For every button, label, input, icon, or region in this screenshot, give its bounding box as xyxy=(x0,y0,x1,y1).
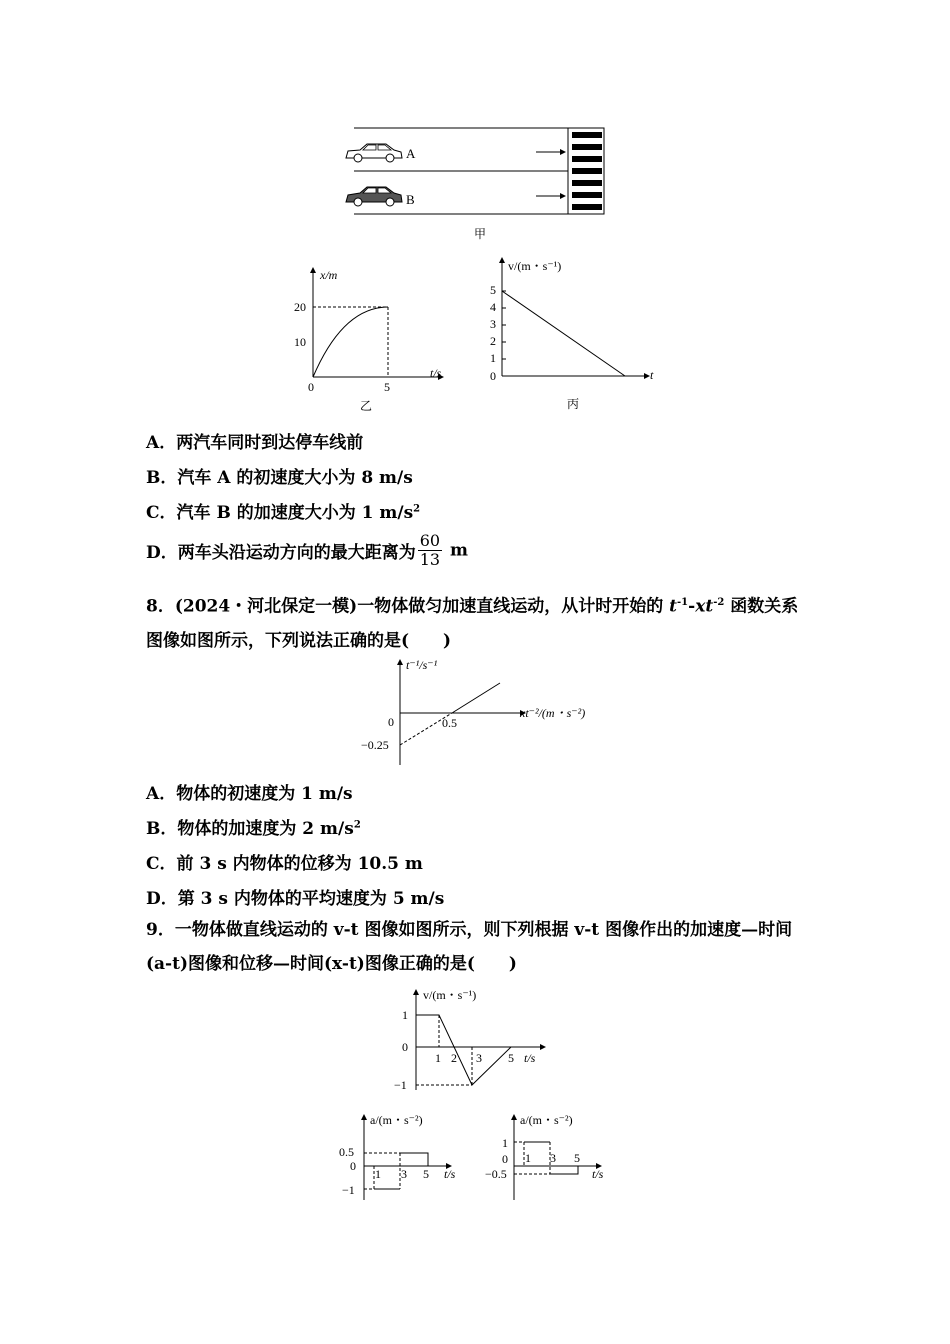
car-a-icon xyxy=(346,144,402,162)
y-tick: −0.25 xyxy=(361,738,389,752)
q9-at-graph-2 xyxy=(484,1110,624,1205)
a-t-steps xyxy=(550,1166,578,1174)
y-axis-label: x/m xyxy=(320,268,338,282)
figure-bing xyxy=(480,255,670,420)
x-tick: 1 xyxy=(375,1167,381,1181)
y-tick: 2 xyxy=(490,334,496,348)
y-axis-label: t⁻¹/s⁻¹ xyxy=(406,658,438,672)
q8-option-d: D．第 3 s 内物体的平均速度为 5 m/s xyxy=(146,889,445,909)
y-axis-label: a/(m・s⁻²) xyxy=(520,1113,573,1127)
y-axis-label: v/(m・s⁻¹) xyxy=(508,259,562,273)
q8-option-b: B．物体的加速度为 2 $m/s^2$ xyxy=(146,819,361,839)
y-axis-label: a/(m・s⁻²) xyxy=(370,1113,423,1127)
y-tick: 0 xyxy=(350,1159,356,1173)
figure-jia xyxy=(340,120,610,245)
car-b-label: B xyxy=(406,192,415,207)
x-tick: 0.5 xyxy=(442,716,457,730)
x-tick: 3 xyxy=(401,1167,407,1181)
y-tick: 5 xyxy=(490,283,496,297)
figure-yi-caption: 乙 xyxy=(360,399,373,413)
x-tick: 1 xyxy=(525,1151,531,1165)
y-tick: −0.5 xyxy=(485,1167,507,1181)
x-axis-label: t xyxy=(650,368,654,382)
q7-option-a: A．两汽车同时到达停车线前 xyxy=(146,433,364,453)
y-tick: 1 xyxy=(402,1008,408,1022)
y-tick: 1 xyxy=(490,351,496,365)
figure-jia-caption: 甲 xyxy=(474,227,487,241)
fraction: $\frac{60}{13}$ xyxy=(419,531,441,569)
y-tick: 0 xyxy=(402,1040,408,1054)
x-tick: 5 xyxy=(574,1151,580,1165)
origin-label: 0 xyxy=(388,715,394,729)
x-tick: 5 xyxy=(423,1167,429,1181)
q9-at-graph-1 xyxy=(338,1110,478,1205)
x-axis-label: t/s xyxy=(524,1051,536,1065)
q7-option-b: B．汽车 A 的初速度大小为 8 m/s xyxy=(146,468,413,488)
arrow-right-icon xyxy=(536,193,566,199)
y-tick: −1 xyxy=(342,1183,355,1197)
q8-stem: 8．(2024・河北保定一模)一物体做匀加速直线运动，从计时开始的 $t^{-1}-xt^{-2}$ 函数关系图像如图所示，下列说法正确的是( ) xyxy=(146,596,799,651)
x-tick: 3 xyxy=(550,1151,556,1165)
x-axis-label: t/s xyxy=(592,1167,604,1181)
graph-line xyxy=(452,683,500,713)
x-tick: 5 xyxy=(508,1051,514,1065)
q9-stem: 9．一物体做直线运动的 v-t 图像如图所示，则下列根据 v-t 图像作出的加速度—时间(a-t)图像和位移—时间(x-t)图像正确的是( ) xyxy=(146,920,793,974)
x-tick: 3 xyxy=(476,1051,482,1065)
y-tick: 3 xyxy=(490,317,496,331)
x-t-curve xyxy=(313,307,388,377)
origin-label: 0 xyxy=(308,380,314,394)
y-tick: 0 xyxy=(502,1152,508,1166)
x-tick: 1 xyxy=(435,1051,441,1065)
y-tick: 1 xyxy=(502,1136,508,1150)
y-tick: 0 xyxy=(490,369,496,383)
q7-option-c: C．汽车 B 的加速度大小为 1 $m/s^2$ xyxy=(146,503,421,523)
car-a-label: A xyxy=(406,146,416,161)
a-t-steps xyxy=(400,1153,428,1166)
y-tick: 4 xyxy=(490,300,496,314)
q8-option-c: C．前 3 s 内物体的位移为 10.5 m xyxy=(146,854,423,874)
x-axis-label: t/s xyxy=(444,1167,456,1181)
x-axis-label: t/s xyxy=(430,366,442,380)
y-tick: 20 xyxy=(294,300,306,314)
figure-bing-caption: 丙 xyxy=(567,397,580,411)
y-tick: −1 xyxy=(394,1078,407,1092)
y-axis-label: v/(m・s⁻¹) xyxy=(423,988,477,1002)
v-t-polyline xyxy=(416,1015,511,1085)
q8-graph xyxy=(360,655,600,767)
y-tick: 10 xyxy=(294,335,306,349)
v-t-line xyxy=(502,291,625,376)
q8-option-a: A．物体的初速度为 1 m/s xyxy=(146,784,353,804)
q7-option-d: D．两车头沿运动方向的最大距离为 $\frac{60}{13}$ m xyxy=(146,531,469,569)
car-b-icon xyxy=(346,187,402,206)
x-tick: 2 xyxy=(451,1051,457,1065)
arrow-right-icon xyxy=(536,149,566,155)
x-tick: 5 xyxy=(384,380,390,394)
figure-yi xyxy=(288,265,458,415)
y-tick: 0.5 xyxy=(339,1145,354,1159)
q9-vt-graph xyxy=(376,985,556,1095)
x-axis-label: xt⁻²/(m・s⁻²) xyxy=(520,706,586,720)
